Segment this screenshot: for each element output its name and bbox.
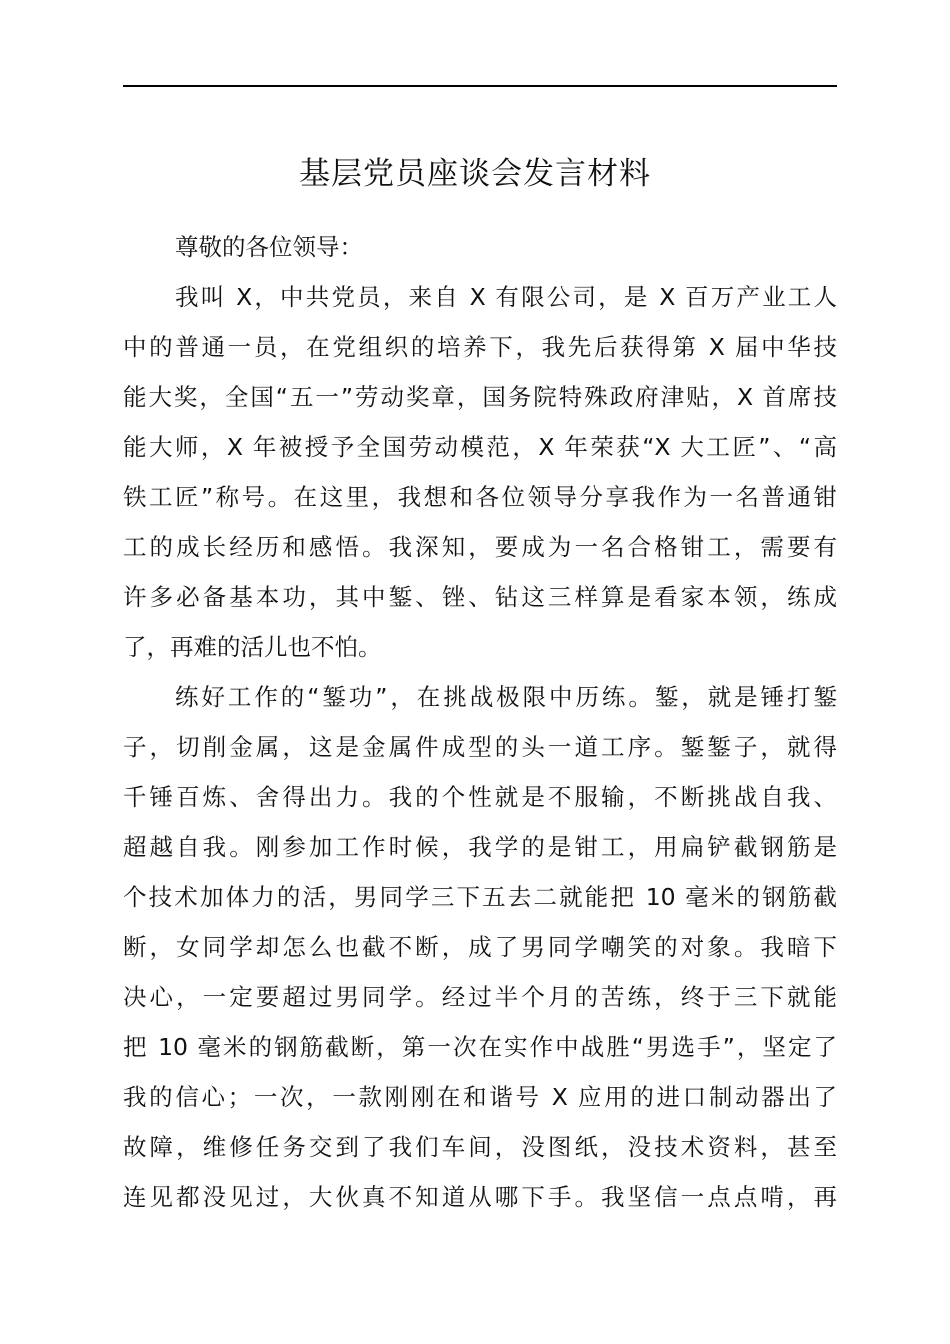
document-body [123,222,837,1222]
text-line: 能大奖，全国“五一”劳动奖章，国务院特殊政府津贴，X 首席技 [123,383,837,411]
header-rule [123,85,837,87]
text-line: 工的成长经历和感悟。我深知，要成为一名合格钳工，需要有 [123,533,837,561]
text-line: 练好工作的“錾功”，在挑战极限中历练。錾，就是锤打錾 [175,683,837,711]
text-line: 连见都没见过，大伙真不知道从哪下手。我坚信一点点啃，再 [123,1183,837,1211]
salutation: 尊敬的各位领导： [175,233,363,261]
text-line: 我的信心；一次，一款刚刚在和谐号 X 应用的进口制动器出了 [123,1083,837,1111]
text-line: 超越自我。刚参加工作时候，我学的是钳工，用扁铲截钢筋是 [123,833,837,861]
document-title: 基层党员座谈会发言材料 [299,156,651,192]
text-line: 故障，维修任务交到了我们车间，没图纸，没技术资料，甚至 [123,1133,837,1161]
text-line: 把 10 毫米的钢筋截断，第一次在实作中战胜“男选手”，坚定了 [123,1033,837,1061]
text-line: 断，女同学却怎么也截不断，成了男同学嘲笑的对象。我暗下 [123,933,837,961]
text-line: 个技术加体力的活，男同学三下五去二就能把 10 毫米的钢筋截 [123,883,837,911]
text-line: 千锤百炼、舍得出力。我的个性就是不服输，不断挑战自我、 [123,783,837,811]
text-line: 子，切削金属，这是金属件成型的头一道工序。錾錾子，就得 [123,733,837,761]
text-line: 许多必备基本功，其中錾、锉、钻这三样算是看家本领，练成 [123,583,837,611]
text-line: 能大师，X 年被授予全国劳动模范，X 年荣获“X 大工匠”、“高 [123,433,837,461]
text-line: 决心，一定要超过男同学。经过半个月的苦练，终于三下就能 [123,983,837,1011]
text-line: 了，再难的活儿也不怕。 [123,633,382,661]
text-line: 铁工匠”称号。在这里，我想和各位领导分享我作为一名普通钳 [123,483,837,511]
text-line: 中的普通一员，在党组织的培养下，我先后获得第 X 届中华技 [123,333,837,361]
text-line: 我叫 X，中共党员，来自 X 有限公司，是 X 百万产业工人 [175,283,837,311]
